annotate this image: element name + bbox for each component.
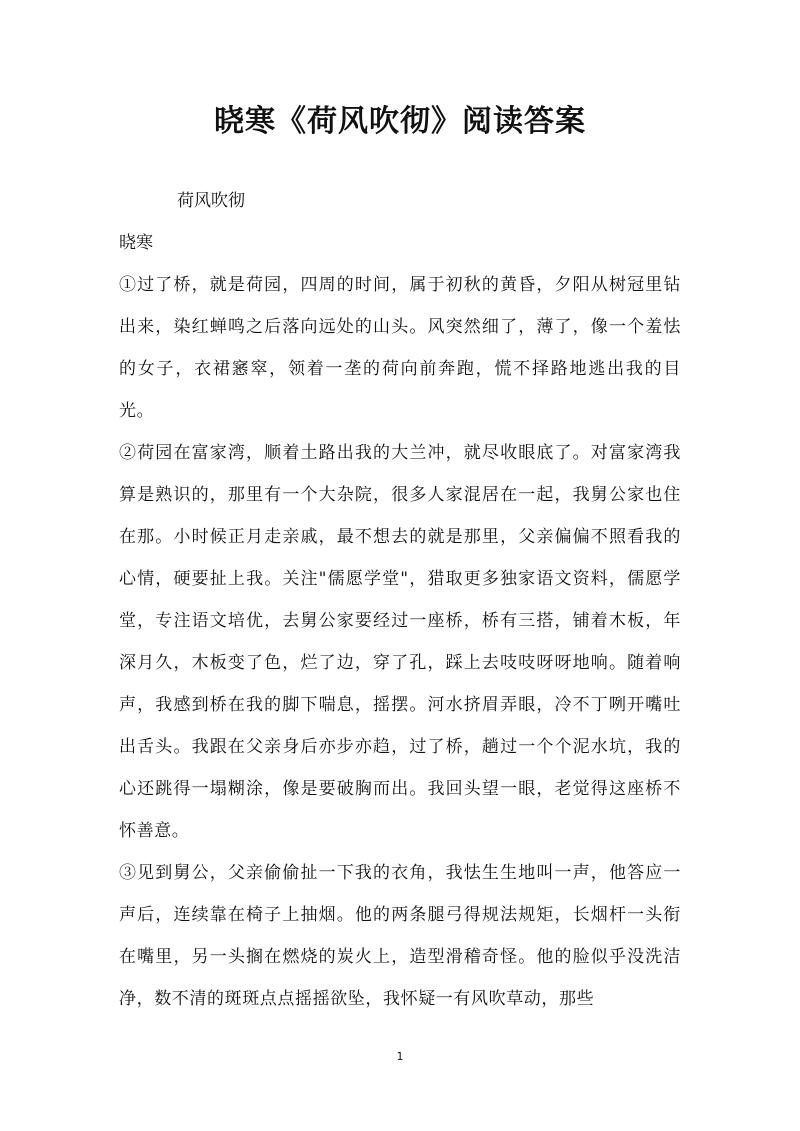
paragraph-3: ③见到舅公，父亲偷偷扯一下我的衣角，我怯生生地叫一声，他答应一声后，连续靠在椅子上抽烟。他的两条腿弓得规法规矩，长烟杆一头衔在嘴里，另一头搁在燃烧的炭火上，造型滑稽奇怪。他的脸似乎没洗洁净，数不清的斑斑点点摇摇欲坠，我怀疑一有风吹草动，那些: [119, 863, 681, 1009]
document-title: 晓寒《荷风吹彻》阅读答案: [214, 104, 586, 139]
article-subtitle: 荷风吹彻: [177, 191, 245, 211]
paragraph-2: ②荷园在富家湾，顺着土路出我的大兰冲，就尽收眼底了。对富家湾我算是熟识的，那里有一个大杂院，很多人家混居在一起，我舅公家也住在那。小时候正月走亲戚，最不想去的就是那里，父亲偏偏不照看我的心情，硬要扯上我。关注"儒愿学堂"，猎取更多独家语文资料，儒愿学堂，专注语文培优，去舅公家要经过一座桥，桥有三搭，铺着木板，年深月久，木板变了色，烂了边，穿了孔，踩上去吱吱呀呀地响。随着响声，我感到桥在我的脚下喘息，摇摆。河水挤眉弄眼，冷不丁咧开嘴吐出舌头。我跟在父亲身后亦步亦趋，过了桥，趟过一个个泥水坑，我的心还跳得一塌糊涂，像是要破胸而出。我回头望一眼，老觉得这座桥不怀善意。: [119, 443, 681, 841]
article-author: 晓寒: [119, 233, 153, 253]
page-number: 1: [396, 1050, 404, 1063]
article-body: [119, 180, 681, 1020]
paragraph-1: ①过了桥，就是荷园，四周的时间，属于初秋的黄昏，夕阳从树冠里钻出来，染红蝉鸣之后落向远处的山头。风突然细了，薄了，像一个羞怯的女子，衣裙窸窣，领着一垄的荷向前奔跑，慌不择路地逃出我的目光。: [119, 275, 681, 421]
